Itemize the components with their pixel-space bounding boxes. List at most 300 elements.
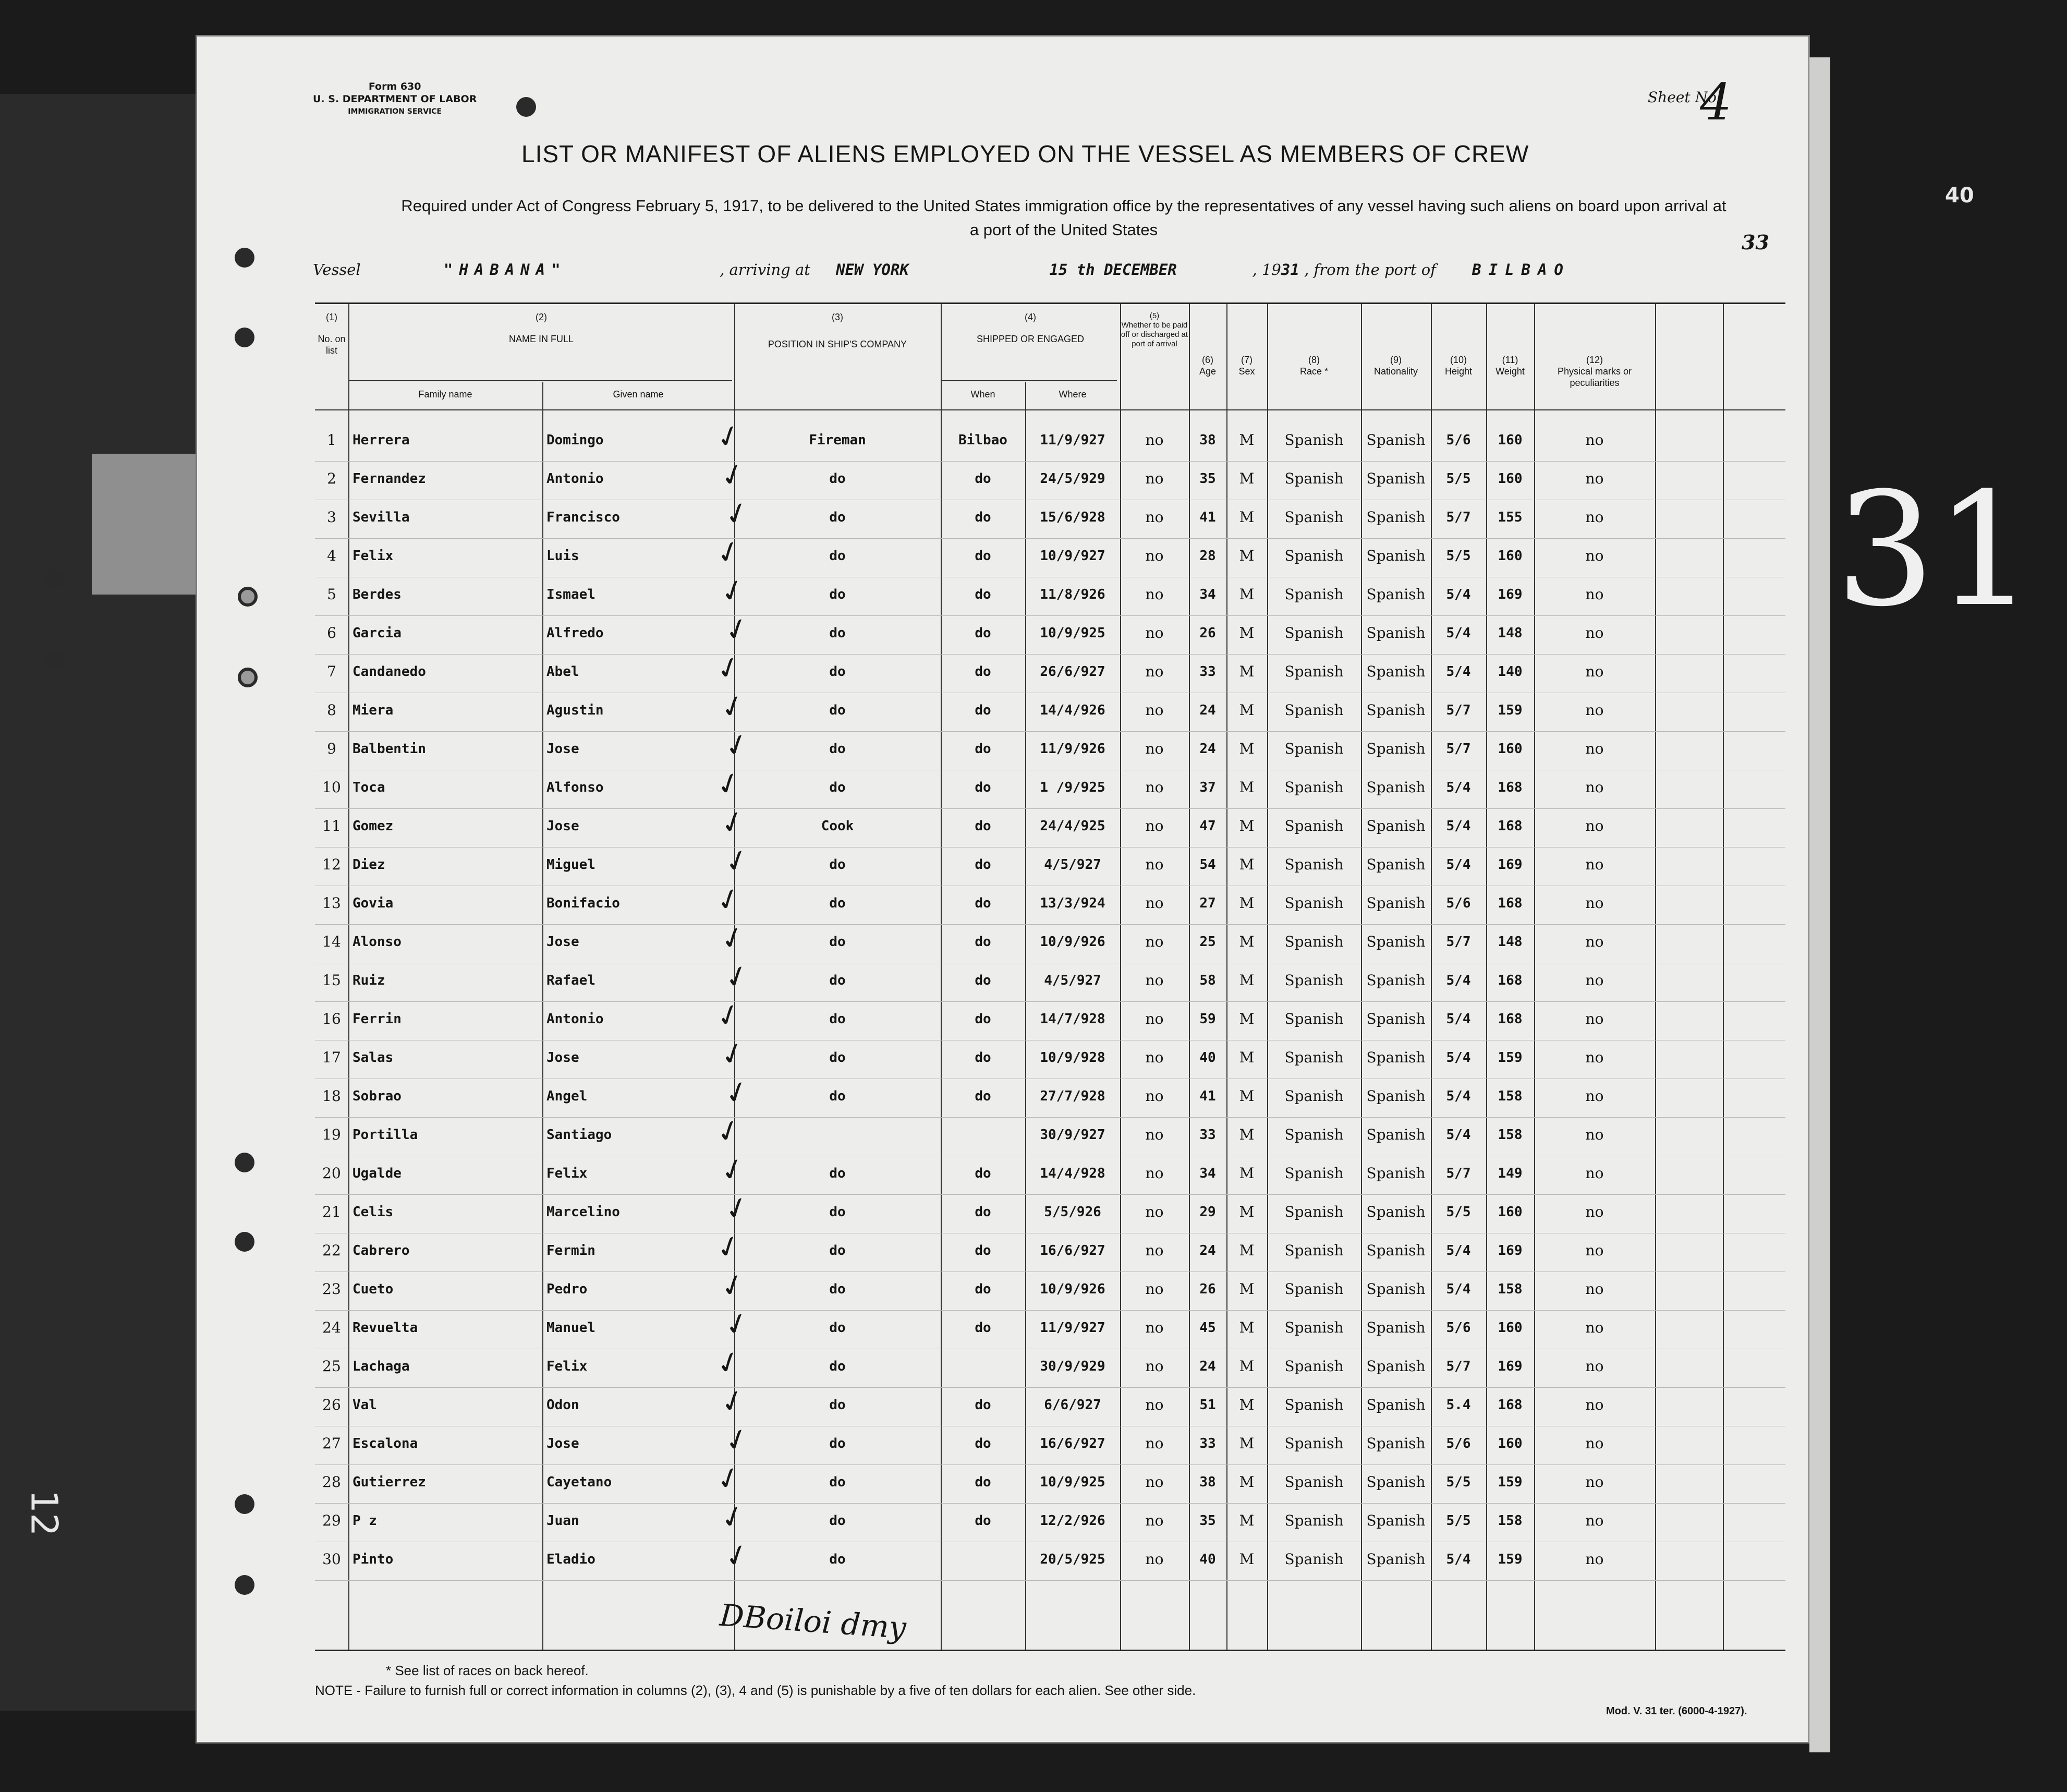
cell-race: Spanish bbox=[1284, 779, 1344, 796]
checkmark-icon: ✓ bbox=[712, 1459, 746, 1499]
cell-family: Gomez bbox=[352, 818, 394, 834]
cell-no: 24 bbox=[322, 1319, 341, 1336]
table-row bbox=[315, 610, 1785, 655]
cell-when: do bbox=[975, 1397, 991, 1413]
cell-height: 5/4 bbox=[1446, 1552, 1471, 1567]
cell-position: do bbox=[829, 857, 846, 873]
cell-nat: Spanish bbox=[1366, 1319, 1426, 1336]
table-row bbox=[315, 455, 1785, 500]
cell-sex: M bbox=[1239, 1242, 1255, 1259]
cell-position: do bbox=[829, 1552, 846, 1567]
cell-nat: Spanish bbox=[1366, 1396, 1426, 1413]
cell-age: 41 bbox=[1199, 1088, 1216, 1104]
cell-when: do bbox=[975, 664, 991, 680]
cell-given: Fermin bbox=[546, 1243, 595, 1258]
cell-position: do bbox=[829, 1474, 846, 1490]
cell-when: do bbox=[975, 1088, 991, 1104]
vessel-line bbox=[313, 261, 1571, 279]
cell-paid: no bbox=[1145, 1203, 1164, 1220]
cell-age: 33 bbox=[1199, 664, 1216, 680]
cell-where: 10/9/928 bbox=[1040, 1050, 1105, 1065]
cell-no: 1 bbox=[327, 431, 336, 449]
cell-given: Felix bbox=[546, 1166, 588, 1181]
table-row bbox=[315, 571, 1785, 616]
cell-weight: 168 bbox=[1498, 973, 1523, 988]
cell-position: do bbox=[829, 548, 846, 564]
cell-nat: Spanish bbox=[1366, 1280, 1426, 1298]
cell-race: Spanish bbox=[1284, 701, 1344, 719]
cell-nat: Spanish bbox=[1366, 1010, 1426, 1027]
column-header-number: (1) No. on list bbox=[318, 312, 346, 356]
cell-weight: 160 bbox=[1498, 432, 1523, 448]
cell-no: 16 bbox=[322, 1010, 341, 1027]
cell-where: 6/6/927 bbox=[1044, 1397, 1101, 1413]
cell-no: 3 bbox=[327, 508, 336, 526]
cell-age: 54 bbox=[1199, 857, 1216, 873]
cell-where: 26/6/927 bbox=[1040, 664, 1105, 680]
cell-paid: no bbox=[1145, 1435, 1164, 1452]
punch-hole bbox=[235, 1153, 254, 1172]
cell-no: 8 bbox=[327, 701, 336, 719]
cell-paid: no bbox=[1145, 1010, 1164, 1027]
cell-position: do bbox=[829, 510, 846, 525]
penalty-note: NOTE - Failure to furnish full or correct information in columns (2), (3), 4 and (5) is punishable by a five of ten dollars for each alien. See other side. bbox=[315, 1682, 1196, 1698]
cell-sex: M bbox=[1239, 1358, 1255, 1375]
cell-no: 18 bbox=[322, 1087, 341, 1105]
cell-marks: no bbox=[1585, 1126, 1604, 1143]
cell-paid: no bbox=[1145, 1319, 1164, 1336]
cell-given: Alfredo bbox=[546, 625, 604, 641]
cell-paid: no bbox=[1145, 586, 1164, 603]
cell-marks: no bbox=[1585, 1319, 1604, 1336]
cell-given: Odon bbox=[546, 1397, 579, 1413]
cell-given: Eladio bbox=[546, 1552, 595, 1567]
table-row bbox=[315, 841, 1785, 886]
punch-hole bbox=[235, 1494, 254, 1514]
checkmark-icon: ✓ bbox=[716, 1266, 750, 1306]
cell-sex: M bbox=[1239, 779, 1255, 796]
cell-position: do bbox=[829, 703, 846, 718]
cell-height: 5/4 bbox=[1446, 973, 1471, 988]
cell-height: 5/4 bbox=[1446, 1050, 1471, 1065]
column-header-race: (8) Race * bbox=[1299, 355, 1329, 377]
table-row bbox=[315, 1111, 1785, 1156]
sheet-number: 4 bbox=[1700, 73, 1732, 131]
punch-hole bbox=[516, 97, 536, 117]
cell-race: Spanish bbox=[1284, 1165, 1344, 1182]
cell-nat: Spanish bbox=[1366, 1512, 1426, 1529]
cell-where: 10/9/926 bbox=[1040, 934, 1105, 950]
card-scrap bbox=[92, 454, 206, 595]
checkmark-icon: ✓ bbox=[720, 1536, 754, 1576]
cell-sex: M bbox=[1239, 431, 1255, 449]
cell-nat: Spanish bbox=[1366, 508, 1426, 526]
cell-age: 58 bbox=[1199, 973, 1216, 988]
cell-position: do bbox=[829, 1513, 846, 1529]
table-row bbox=[315, 1497, 1785, 1542]
cell-position: do bbox=[829, 587, 846, 602]
cell-height: 5/4 bbox=[1446, 1088, 1471, 1104]
cell-sex: M bbox=[1239, 817, 1255, 834]
cell-height: 5/5 bbox=[1446, 548, 1471, 564]
cell-position: do bbox=[829, 1243, 846, 1258]
cell-race: Spanish bbox=[1284, 1087, 1344, 1105]
cell-weight: 168 bbox=[1498, 780, 1523, 795]
form-model-number: Mod. V. 31 ter. (6000-4-1927). bbox=[1606, 1705, 1747, 1717]
cell-when: do bbox=[975, 587, 991, 602]
cell-family: Herrera bbox=[352, 432, 410, 448]
cell-given: Santiago bbox=[546, 1127, 612, 1143]
cell-weight: 168 bbox=[1498, 1397, 1523, 1413]
cell-age: 40 bbox=[1199, 1552, 1216, 1567]
table-row bbox=[315, 803, 1785, 847]
checkmark-icon: ✓ bbox=[720, 725, 754, 766]
cell-where: 11/9/927 bbox=[1040, 1320, 1105, 1336]
cell-family: Sobrao bbox=[352, 1088, 402, 1104]
cell-when: do bbox=[975, 1513, 991, 1529]
table-row bbox=[315, 1266, 1785, 1311]
cell-marks: no bbox=[1585, 1435, 1604, 1452]
cell-marks: no bbox=[1585, 586, 1604, 603]
cell-when: do bbox=[975, 780, 991, 795]
cell-given: Domingo bbox=[546, 432, 604, 448]
cell-position: Fireman bbox=[809, 432, 866, 448]
handwritten-signature: DBoiloi dmy bbox=[719, 1597, 907, 1646]
cell-marks: no bbox=[1585, 547, 1604, 564]
cell-where: 4/5/927 bbox=[1044, 857, 1101, 873]
cell-weight: 160 bbox=[1498, 1436, 1523, 1451]
cell-race: Spanish bbox=[1284, 1512, 1344, 1529]
cell-race: Spanish bbox=[1284, 586, 1344, 603]
cell-where: 13/3/924 bbox=[1040, 895, 1105, 911]
checkmark-icon: ✓ bbox=[712, 1343, 746, 1383]
checkmark-icon: ✓ bbox=[720, 610, 754, 650]
cell-race: Spanish bbox=[1284, 1435, 1344, 1452]
cell-where: 14/4/928 bbox=[1040, 1166, 1105, 1181]
underlying-sheet-left bbox=[0, 94, 198, 1711]
cell-no: 26 bbox=[322, 1396, 341, 1413]
cell-family: Gutierrez bbox=[352, 1474, 426, 1490]
cell-sex: M bbox=[1239, 1280, 1255, 1298]
column-header-height: (10) Height bbox=[1444, 355, 1473, 377]
cell-when: do bbox=[975, 1281, 991, 1297]
cell-nat: Spanish bbox=[1366, 740, 1426, 757]
cell-no: 14 bbox=[322, 933, 341, 950]
cell-sex: M bbox=[1239, 1396, 1255, 1413]
cell-given: Juan bbox=[546, 1513, 579, 1529]
table-row bbox=[315, 417, 1785, 462]
cell-sex: M bbox=[1239, 1049, 1255, 1066]
cell-when: do bbox=[975, 471, 991, 487]
table-row bbox=[315, 764, 1785, 809]
cell-when: do bbox=[975, 741, 991, 757]
cell-height: 5/4 bbox=[1446, 1127, 1471, 1143]
cell-age: 27 bbox=[1199, 895, 1216, 911]
cell-when: do bbox=[975, 973, 991, 988]
cell-family: Val bbox=[352, 1397, 377, 1413]
cell-height: 5/4 bbox=[1446, 587, 1471, 602]
cell-weight: 169 bbox=[1498, 1359, 1523, 1374]
cell-nat: Spanish bbox=[1366, 856, 1426, 873]
cell-given: Jose bbox=[546, 1050, 579, 1065]
cell-no: 28 bbox=[322, 1473, 341, 1491]
cell-where: 14/4/926 bbox=[1040, 703, 1105, 718]
cell-sex: M bbox=[1239, 933, 1255, 950]
column-header-paid-off: (5) Whether to be paid off or discharged at port of arrival bbox=[1121, 311, 1188, 348]
cell-where: 24/5/929 bbox=[1040, 471, 1105, 487]
cell-nat: Spanish bbox=[1366, 1473, 1426, 1491]
cell-paid: no bbox=[1145, 856, 1164, 873]
cell-when: do bbox=[975, 818, 991, 834]
table-row bbox=[315, 1420, 1785, 1465]
cell-race: Spanish bbox=[1284, 663, 1344, 680]
cell-paid: no bbox=[1145, 701, 1164, 719]
cell-weight: 160 bbox=[1498, 1204, 1523, 1220]
cell-family: Toca bbox=[352, 780, 385, 795]
form-number: Form 630 bbox=[368, 81, 421, 92]
cell-weight: 168 bbox=[1498, 818, 1523, 834]
cell-marks: no bbox=[1585, 1512, 1604, 1529]
cell-nat: Spanish bbox=[1366, 1242, 1426, 1259]
cell-no: 5 bbox=[327, 586, 336, 603]
table-row bbox=[315, 918, 1785, 963]
cell-no: 21 bbox=[322, 1203, 341, 1220]
cell-marks: no bbox=[1585, 431, 1604, 449]
checkmark-icon: ✓ bbox=[716, 1150, 750, 1190]
checkmark-icon: ✓ bbox=[716, 455, 750, 495]
checkmark-icon: ✓ bbox=[720, 1073, 754, 1113]
table-row bbox=[315, 687, 1785, 732]
cell-paid: no bbox=[1145, 547, 1164, 564]
cell-when: do bbox=[975, 1204, 991, 1220]
cell-height: 5/4 bbox=[1446, 1281, 1471, 1297]
cell-nat: Spanish bbox=[1366, 972, 1426, 989]
cell-sex: M bbox=[1239, 1010, 1255, 1027]
checkmark-icon: ✓ bbox=[712, 532, 746, 573]
cell-marks: no bbox=[1585, 1049, 1604, 1066]
cell-given: Jose bbox=[546, 934, 579, 950]
cell-weight: 169 bbox=[1498, 857, 1523, 873]
cell-paid: no bbox=[1145, 508, 1164, 526]
cell-age: 38 bbox=[1199, 1474, 1216, 1490]
cell-weight: 158 bbox=[1498, 1127, 1523, 1143]
cell-age: 59 bbox=[1199, 1011, 1216, 1027]
table-row bbox=[315, 648, 1785, 693]
vessel-name: "HABANA" bbox=[443, 261, 567, 279]
cell-family: Fernandez bbox=[352, 471, 426, 487]
checkmark-icon: ✓ bbox=[712, 880, 746, 920]
cell-sex: M bbox=[1239, 508, 1255, 526]
cell-race: Spanish bbox=[1284, 1242, 1344, 1259]
cell-nat: Spanish bbox=[1366, 894, 1426, 912]
arriving-label: , arriving at bbox=[720, 261, 810, 279]
cell-family: Berdes bbox=[352, 587, 402, 602]
cell-no: 2 bbox=[327, 470, 336, 487]
cell-position: do bbox=[829, 1050, 846, 1065]
cell-age: 40 bbox=[1199, 1050, 1216, 1065]
checkmark-icon: ✓ bbox=[712, 648, 746, 688]
cell-race: Spanish bbox=[1284, 740, 1344, 757]
cell-height: 5/5 bbox=[1446, 471, 1471, 487]
column-header-weight: (11) Weight bbox=[1495, 355, 1525, 377]
cell-when: do bbox=[975, 625, 991, 641]
column-header-age: (6) Age bbox=[1199, 355, 1217, 377]
checkmark-icon: ✓ bbox=[712, 996, 746, 1036]
cell-weight: 158 bbox=[1498, 1281, 1523, 1297]
cell-race: Spanish bbox=[1284, 470, 1344, 487]
cell-family: Lachaga bbox=[352, 1359, 410, 1374]
cell-marks: no bbox=[1585, 779, 1604, 796]
punch-hole bbox=[238, 668, 258, 687]
cell-family: Cueto bbox=[352, 1281, 394, 1297]
cell-where: 5/5/926 bbox=[1044, 1204, 1101, 1220]
checkmark-icon: ✓ bbox=[716, 918, 750, 959]
cell-where: 1 /9/925 bbox=[1040, 780, 1105, 795]
cell-race: Spanish bbox=[1284, 817, 1344, 834]
cell-sex: M bbox=[1239, 470, 1255, 487]
column-header-nationality: (9) Nationality bbox=[1373, 355, 1418, 377]
cell-weight: 168 bbox=[1498, 1011, 1523, 1027]
cell-paid: no bbox=[1145, 817, 1164, 834]
cell-age: 24 bbox=[1199, 703, 1216, 718]
cell-height: 5/4 bbox=[1446, 780, 1471, 795]
form-identifier bbox=[313, 80, 477, 118]
cell-position: do bbox=[829, 625, 846, 641]
cell-weight: 148 bbox=[1498, 934, 1523, 950]
cell-nat: Spanish bbox=[1366, 1551, 1426, 1568]
sheet-label: Sheet No. bbox=[1648, 89, 1721, 106]
cell-height: 5/6 bbox=[1446, 895, 1471, 911]
cell-height: 5/7 bbox=[1446, 934, 1471, 950]
cell-family: Escalona bbox=[352, 1436, 418, 1451]
cell-weight: 159 bbox=[1498, 1474, 1523, 1490]
cell-no: 12 bbox=[322, 856, 341, 873]
cell-sex: M bbox=[1239, 547, 1255, 564]
cell-age: 24 bbox=[1199, 1359, 1216, 1374]
from-label: , from the port of bbox=[1304, 261, 1436, 279]
cell-weight: 160 bbox=[1498, 1320, 1523, 1336]
cell-no: 9 bbox=[327, 740, 336, 757]
cell-marks: no bbox=[1585, 1396, 1604, 1413]
column-header-shipped: (4) SHIPPED OR ENGAGED bbox=[976, 312, 1085, 344]
cell-where: 11/9/926 bbox=[1040, 741, 1105, 757]
cell-nat: Spanish bbox=[1366, 624, 1426, 641]
cell-height: 5/5 bbox=[1446, 1204, 1471, 1220]
cell-race: Spanish bbox=[1284, 894, 1344, 912]
table-row bbox=[315, 1459, 1785, 1504]
cell-when: do bbox=[975, 1320, 991, 1336]
checkmark-icon: ✓ bbox=[712, 417, 746, 457]
cell-given: Ismael bbox=[546, 587, 595, 602]
cell-where: 24/4/925 bbox=[1040, 818, 1105, 834]
cell-position: do bbox=[829, 780, 846, 795]
cell-no: 4 bbox=[327, 547, 336, 564]
cell-height: 5/7 bbox=[1446, 1166, 1471, 1181]
cell-no: 15 bbox=[322, 972, 341, 989]
cell-weight: 155 bbox=[1498, 510, 1523, 525]
cell-paid: no bbox=[1145, 933, 1164, 950]
cell-age: 35 bbox=[1199, 471, 1216, 487]
cell-marks: no bbox=[1585, 663, 1604, 680]
cell-when: do bbox=[975, 1243, 991, 1258]
cell-paid: no bbox=[1145, 894, 1164, 912]
table-row bbox=[315, 880, 1785, 925]
cell-race: Spanish bbox=[1284, 856, 1344, 873]
cell-given: Manuel bbox=[546, 1320, 595, 1336]
cell-no: 6 bbox=[327, 624, 336, 641]
cell-where: 27/7/928 bbox=[1040, 1088, 1105, 1104]
cell-height: 5/5 bbox=[1446, 1513, 1471, 1529]
cell-sex: M bbox=[1239, 1126, 1255, 1143]
cell-position: do bbox=[829, 1320, 846, 1336]
cell-no: 27 bbox=[322, 1435, 341, 1452]
cell-position: do bbox=[829, 895, 846, 911]
cell-where: 11/8/926 bbox=[1040, 587, 1105, 602]
cell-age: 34 bbox=[1199, 1166, 1216, 1181]
cell-sex: M bbox=[1239, 1512, 1255, 1529]
cell-given: Miguel bbox=[546, 857, 595, 873]
cell-paid: no bbox=[1145, 663, 1164, 680]
cell-when: Bilbao bbox=[958, 432, 1007, 448]
cell-sex: M bbox=[1239, 586, 1255, 603]
margin-vertical-mark: 12 bbox=[22, 1490, 66, 1536]
cell-sex: M bbox=[1239, 1551, 1255, 1568]
cell-height: 5/7 bbox=[1446, 1359, 1471, 1374]
cell-age: 35 bbox=[1199, 1513, 1216, 1529]
cell-when: do bbox=[975, 1436, 991, 1451]
cell-no: 7 bbox=[327, 663, 336, 680]
checkmark-icon: ✓ bbox=[720, 1189, 754, 1229]
punch-hole bbox=[45, 650, 65, 670]
table-row bbox=[315, 1227, 1785, 1272]
cell-no: 25 bbox=[322, 1358, 341, 1375]
column-header-given-name: Given name bbox=[613, 389, 664, 399]
page-subtitle: Required under Act of Congress February 5, 1917, to be delivered to the United States immigration office by the representatives of any vessel having such aliens on board upon arrival at a port of the United States bbox=[401, 197, 1726, 239]
cell-where: 10/9/925 bbox=[1040, 625, 1105, 641]
column-header-family-name: Family name bbox=[418, 389, 472, 399]
cell-marks: no bbox=[1585, 508, 1604, 526]
cell-age: 28 bbox=[1199, 548, 1216, 564]
cell-paid: no bbox=[1145, 972, 1164, 989]
cell-where: 15/6/928 bbox=[1040, 510, 1105, 525]
cell-paid: no bbox=[1145, 1087, 1164, 1105]
cell-position: do bbox=[829, 1436, 846, 1451]
cell-family: P z bbox=[352, 1513, 377, 1529]
cell-where: 4/5/927 bbox=[1044, 973, 1101, 988]
arrival-port: NEW YORK bbox=[836, 261, 909, 279]
cell-race: Spanish bbox=[1284, 624, 1344, 641]
cell-given: Jose bbox=[546, 818, 579, 834]
table-row bbox=[315, 725, 1785, 770]
form-department: U. S. DEPARTMENT OF LABOR bbox=[313, 93, 477, 105]
cell-age: 26 bbox=[1199, 1281, 1216, 1297]
cell-family: Candanedo bbox=[352, 664, 426, 680]
checkmark-icon: ✓ bbox=[720, 1420, 754, 1460]
table-row bbox=[315, 1073, 1785, 1118]
cell-sex: M bbox=[1239, 972, 1255, 989]
cell-no: 23 bbox=[322, 1280, 341, 1298]
punch-hole bbox=[235, 1575, 254, 1595]
cell-paid: no bbox=[1145, 431, 1164, 449]
table-row bbox=[315, 1150, 1785, 1195]
cell-race: Spanish bbox=[1284, 1473, 1344, 1491]
cell-position: do bbox=[829, 471, 846, 487]
cell-given: Marcelino bbox=[546, 1204, 620, 1220]
table-row bbox=[315, 494, 1785, 539]
cell-given: Antonio bbox=[546, 471, 604, 487]
sheet-subnumber: 33 bbox=[1742, 231, 1769, 254]
checkmark-icon: ✓ bbox=[716, 1382, 750, 1422]
